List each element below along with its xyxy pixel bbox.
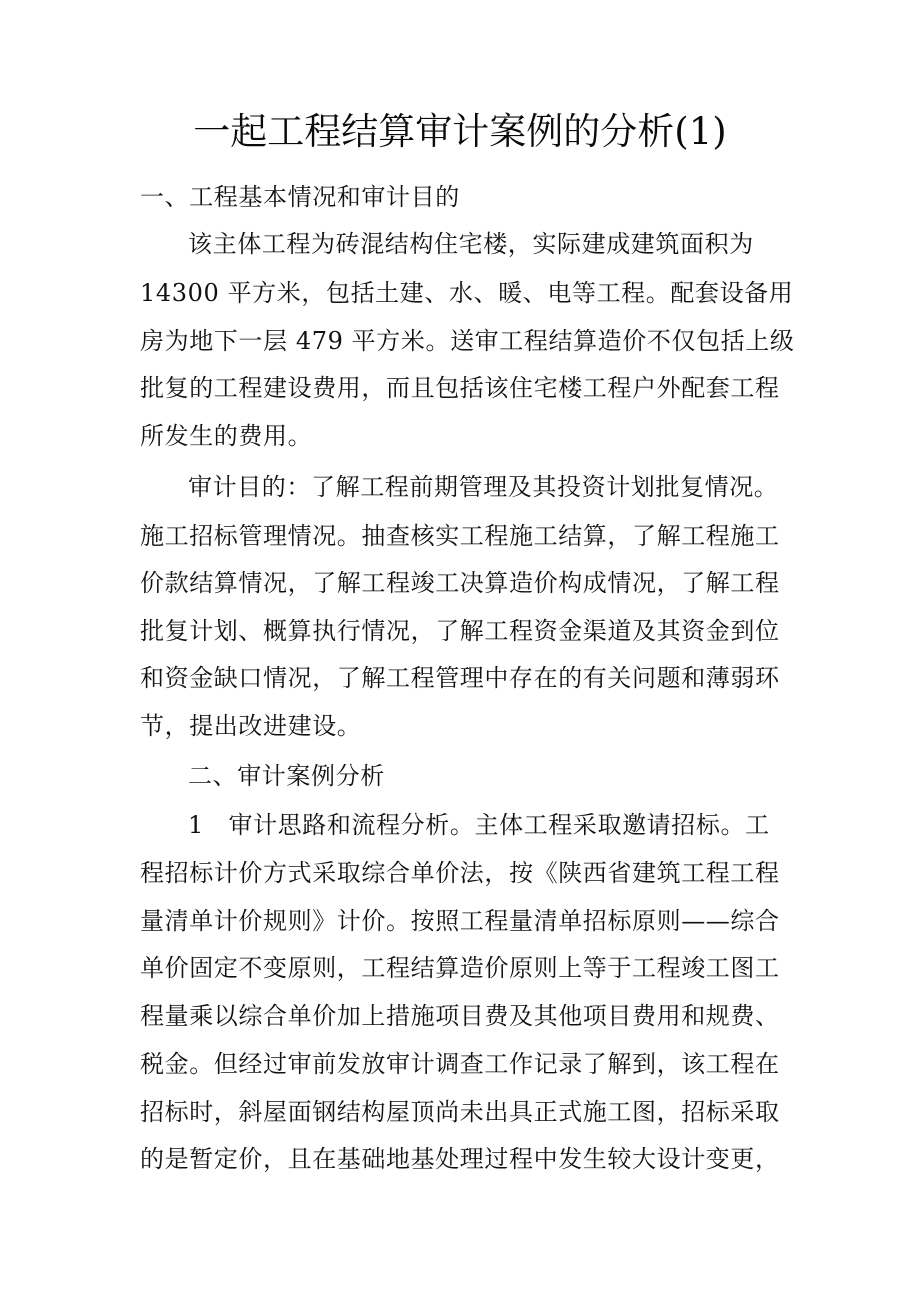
section-heading: 二、审计案例分析 xyxy=(188,762,385,790)
paragraph-line: 单价固定不变原则，工程结算造价原则上等于工程竣工图工 xyxy=(140,954,780,982)
document-title: 一起工程结算审计案例的分析(1) xyxy=(193,110,727,153)
paragraph-line: 招标时，斜屋面钢结构屋顶尚未出具正式施工图，招标采取 xyxy=(140,1098,780,1126)
paragraph-line: 14300 平方米，包括土建、水、暖、电等工程。配套设备用 xyxy=(140,279,794,307)
paragraph-line: 税金。但经过审前发放审计调查工作记录了解到，该工程在 xyxy=(140,1050,780,1078)
paragraph-line: 批复计划、概算执行情况，了解工程资金渠道及其资金到位 xyxy=(140,617,780,645)
paragraph-line: 房为地下一层 479 平方米。送审工程结算造价不仅包括上级 xyxy=(140,327,795,355)
paragraph-line: 该主体工程为砖混结构住宅楼，实际建成建筑面积为 xyxy=(188,230,754,258)
paragraph-line: 批复的工程建设费用，而且包括该住宅楼工程户外配套工程 xyxy=(140,374,780,402)
paragraph-line: 和资金缺口情况，了解工程管理中存在的有关问题和薄弱环 xyxy=(140,664,780,692)
paragraph-line: 量清单计价规则》计价。按照工程量清单招标原则——综合 xyxy=(140,907,780,935)
paragraph-line: 施工招标管理情况。抽查核实工程施工结算，了解工程施工 xyxy=(140,522,780,550)
paragraph-line: 1 审计思路和流程分析。主体工程采取邀请招标。工 xyxy=(188,811,770,839)
section-heading: 一、工程基本情况和审计目的 xyxy=(140,183,460,211)
paragraph-line: 所发生的费用。 xyxy=(140,422,313,450)
paragraph-line: 程招标计价方式采取综合单价法，按《陕西省建筑工程工程 xyxy=(140,859,780,887)
paragraph-line: 审计目的：了解工程前期管理及其投资计划批复情况。 xyxy=(188,473,779,501)
paragraph-line: 价款结算情况，了解工程竣工决算造价构成情况，了解工程 xyxy=(140,569,780,597)
paragraph-line: 节，提出改进建设。 xyxy=(140,712,362,740)
paragraph-line: 的是暂定价，且在基础地基处理过程中发生较大设计变更， xyxy=(140,1145,780,1173)
paragraph-line: 程量乘以综合单价加上措施项目费及其他项目费用和规费、 xyxy=(140,1002,780,1030)
